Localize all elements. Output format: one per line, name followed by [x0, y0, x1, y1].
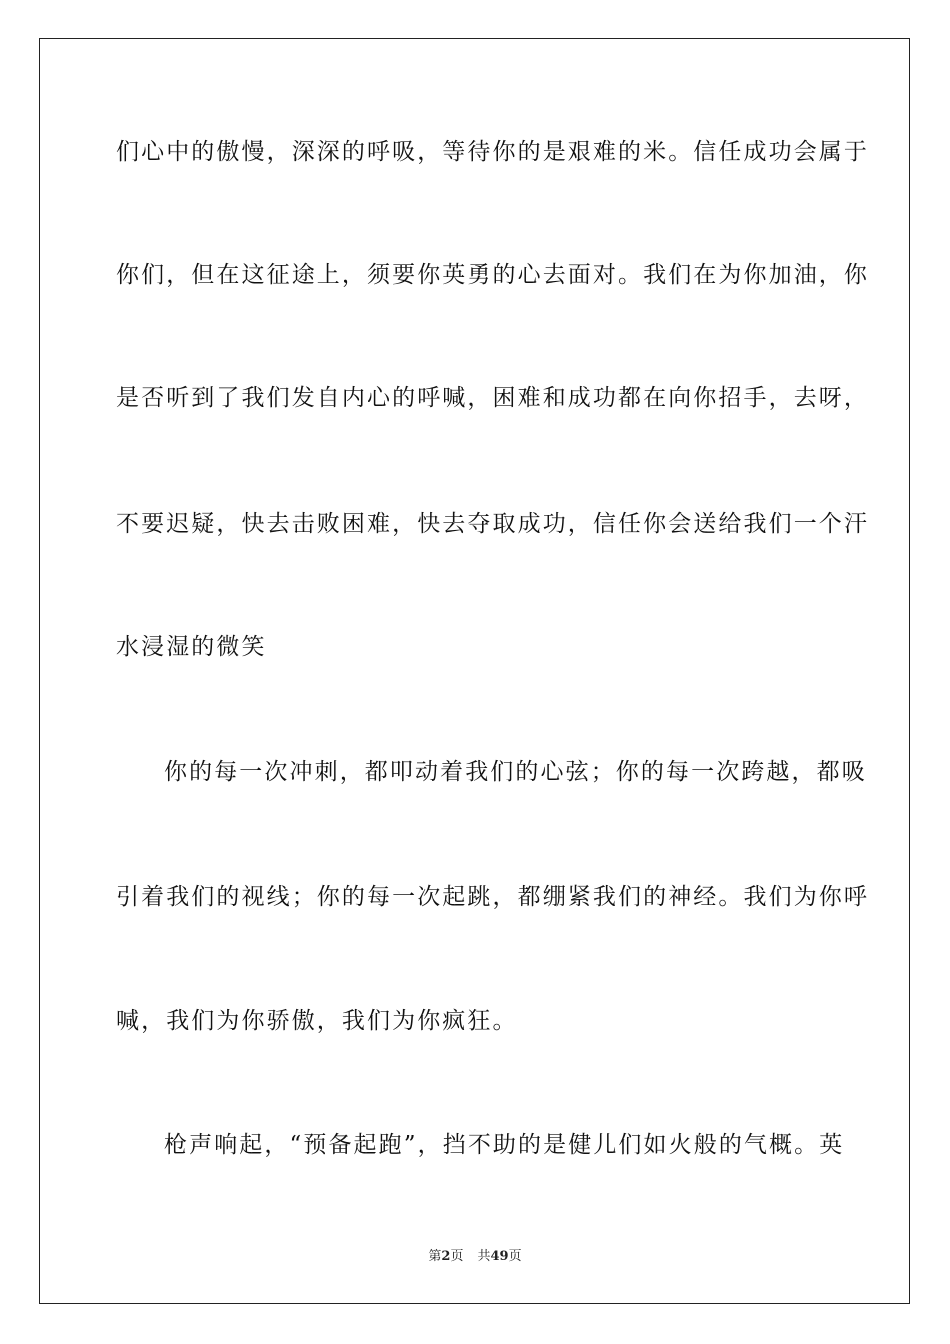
page-footer — [0, 1248, 950, 1266]
text-line: 们心中的傲慢，深深的呼吸，等待你的是艰难的米。信任成功会属于 — [116, 139, 869, 165]
paragraph-first-line: 枪声响起，“预备起跑”，挡不助的是健儿们如火般的气概。英 — [164, 1132, 845, 1158]
paragraph-first-line: 你的每一次冲刺，都叩动着我们的心弦；你的每一次跨越，都吸 — [164, 759, 867, 785]
page-border — [39, 38, 910, 1304]
text-line: 是否听到了我们发自内心的呼喊，困难和成功都在向你招手，去呀， — [116, 385, 869, 411]
page-number: 2 — [441, 1249, 451, 1264]
total-prefix: 共 — [477, 1249, 491, 1264]
text-line: 引着我们的视线；你的每一次起跳，都绷紧我们的神经。我们为你呼 — [116, 884, 869, 910]
text-line: 你们，但在这征途上，须要你英勇的心去面对。我们在为你加油，你 — [116, 262, 869, 288]
total-suffix: 页 — [508, 1249, 522, 1264]
text-line: 水浸湿的微笑 — [116, 634, 267, 660]
text-line: 不要迟疑，快去击败困难，快去夺取成功，信任你会送给我们一个汗 — [116, 511, 869, 537]
page-prefix: 第 — [428, 1249, 442, 1264]
total-pages: 49 — [490, 1249, 509, 1264]
page-suffix: 页 — [450, 1249, 464, 1264]
text-line: 喊，我们为你骄傲，我们为你疯狂。 — [116, 1008, 518, 1034]
